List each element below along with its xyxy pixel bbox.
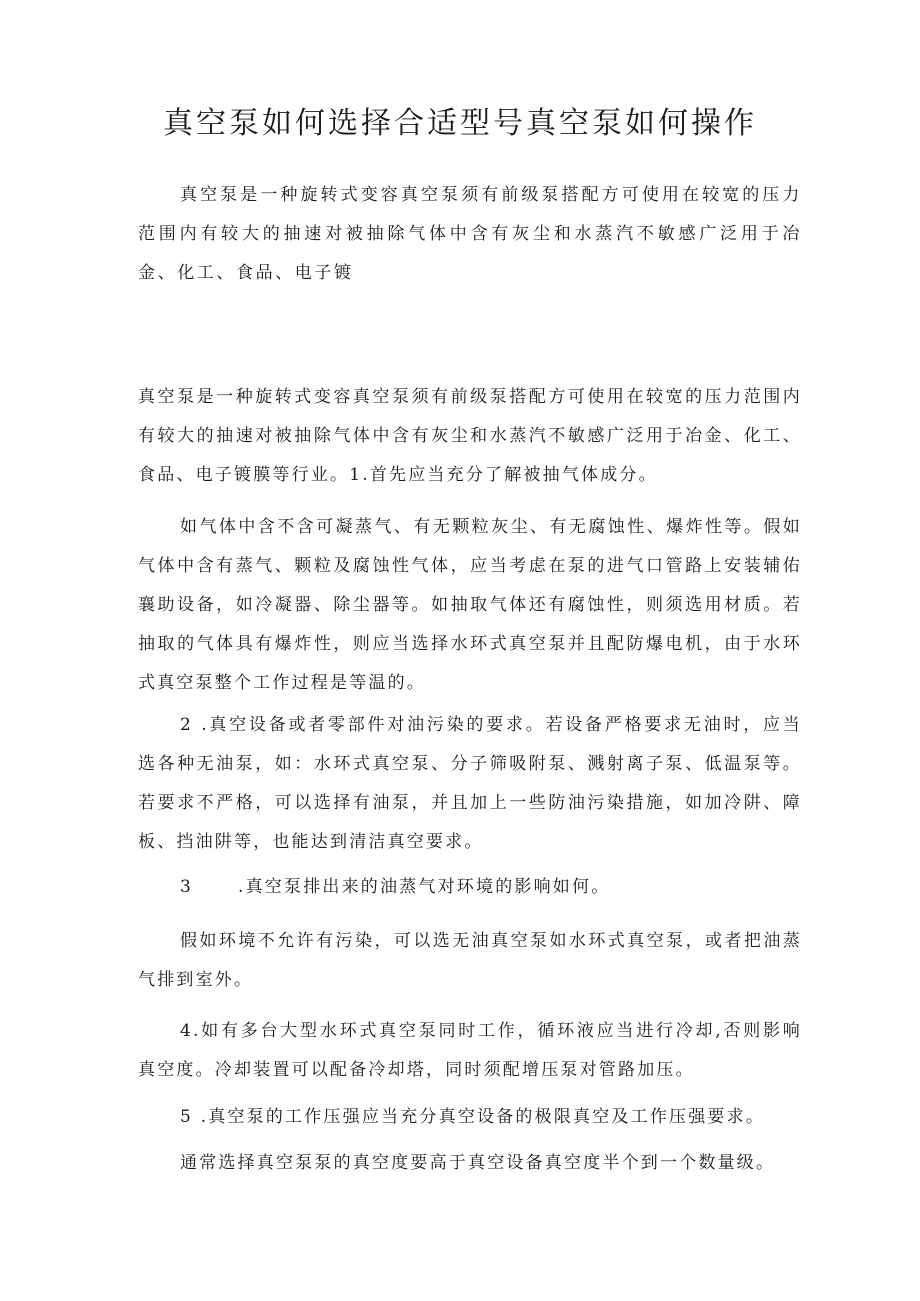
paragraph-overview: 真空泵是一种旋转式变容真空泵须有前级泵搭配方可使用在较宽的压力范围内有较大的抽速对被抽除气体中含有灰尘和水蒸汽不敏感广泛用于冶金、化工、食品、电子镀膜等行业。1.首先应当充分了解被抽气体成分。	[138, 387, 802, 485]
intro-paragraph: 真空泵是一种旋转式变容真空泵须有前级泵搭配方可使用在较宽的压力范围内有较大的抽速对被抽除气体中含有灰尘和水蒸汽不敏感广泛用于冶金、化工、食品、电子镀	[138, 185, 802, 283]
paragraph-oil-pollution: 2 .真空设备或者零部件对油污染的要求。若设备严格要求无油时，应当选各种无油泵，如：水环式真空泵、分子筛吸附泵、溅射离子泵、低温泵等。若要求不严格，可以选择有油泵，并且加上一些防油污染措施，如加冷阱、障板、挡油阱等，也能达到清洁真空要求。	[138, 715, 802, 852]
paragraph-gas-composition: 如气体中含不含可凝蒸气、有无颗粒灰尘、有无腐蚀性、爆炸性等。假如气体中含有蒸气、颗粒及腐蚀性气体，应当考虑在泵的进气口管路上安装辅佑襄助设备，如冷凝器、除尘器等。如抽取气体还有腐蚀性，则须选用材质。若抽取的气体具有爆炸性，则应当选择水环式真空泵并且配防爆电机，由于水环式真空泵整个工作过程是等温的。	[138, 517, 802, 693]
item-number: 3	[180, 877, 194, 897]
paragraph-cooling: 4.如有多台大型水环式真空泵同时工作，循环液应当进行冷却,否则影响真空度。冷却装置可以配备冷却塔，同时须配增压泵对管路加压。	[138, 1021, 802, 1080]
paragraph-vacuum-degree: 通常选择真空泵泵的真空度要高于真空设备真空度半个到一个数量级。	[180, 1153, 776, 1173]
paragraph-oil-vapor	[180, 868, 800, 907]
paragraph-working-pressure: 5 .真空泵的工作压强应当充分真空设备的极限真空及工作压强要求。	[180, 1107, 766, 1127]
document-title: 真空泵如何选择合适型号真空泵如何操作	[163, 106, 757, 141]
paragraph-environment: 假如环境不允许有污染，可以选无油真空泵如水环式真空泵，或者把油蒸气排到室外。	[138, 931, 802, 990]
item-text: .真空泵排出来的油蒸气对环境的影响如何。	[238, 877, 611, 897]
